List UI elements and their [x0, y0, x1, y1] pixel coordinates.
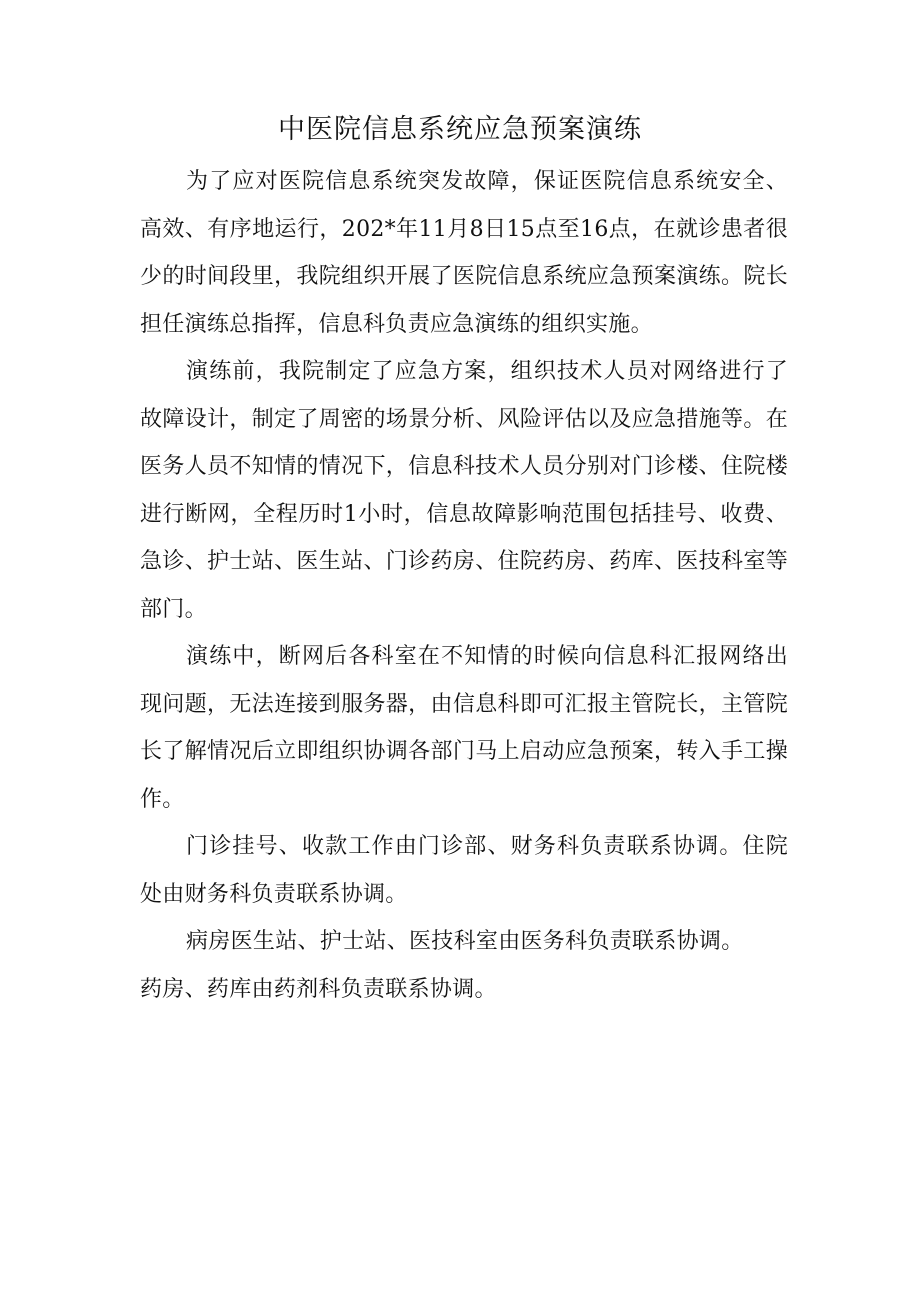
paragraph-outpatient: 门诊挂号、收款工作由门诊部、财务科负责联系协调。住院处由财务科负责联系协调。: [140, 834, 788, 907]
paragraph-pharmacy: 药房、药库由药剂科负责联系协调。: [140, 976, 497, 1002]
paragraph-ward: 病房医生站、护士站、医技科室由医务科负责联系协调。: [186, 929, 744, 954]
paragraph-intro: 为了应对医院信息系统突发故障，保证医院信息系统安全、高效、有序地运行，202*年11月8日15点至16点，在就诊患者很少的时间段里，我院组织开展了医院信息系统应急预案演练。院长担任演练总指挥，信息科负责应急演练的组织实施。: [140, 169, 788, 337]
paragraph-during-drill: 演练中，断网后各科室在不知情的时候向信息科汇报网络出现问题，无法连接到服务器，由信息科即可汇报主管院长，主管院长了解情况后立即组织协调各部门马上启动应急预案，转入手工操作。: [140, 644, 788, 812]
document-title: 中医院信息系统应急预案演练: [278, 114, 642, 145]
document-body: [140, 158, 788, 1013]
paragraph-preparation: 演练前，我院制定了应急方案，组织技术人员对网络进行了故障设计，制定了周密的场景分析、风险评估以及应急措施等。在医务人员不知情的情况下，信息科技术人员分别对门诊楼、住院楼进行断网，全程历时1小时，信息故障影响范围包括挂号、收费、急诊、护士站、医生站、门诊药房、住院药房、药库、医技科室等部门。: [140, 359, 788, 622]
